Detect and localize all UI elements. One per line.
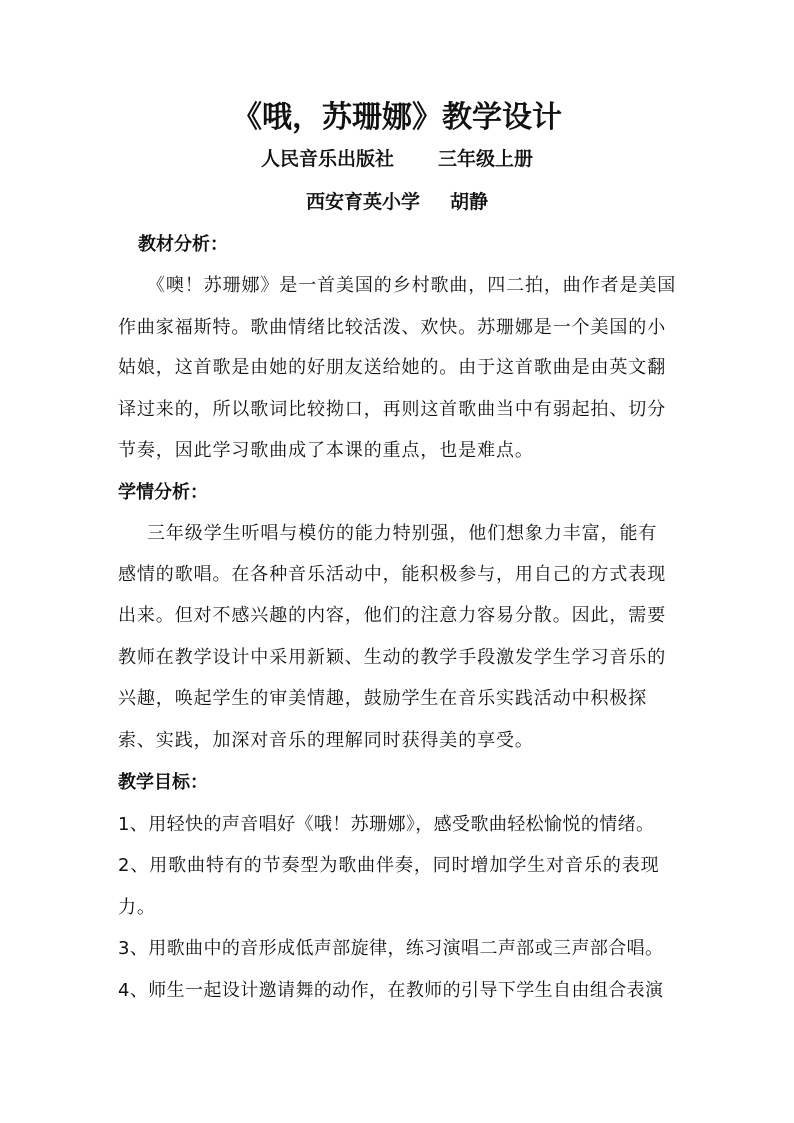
goal-item: 2、用歌曲特有的节奏型为歌曲伴奏，同时增加学生对音乐的表现	[118, 855, 660, 876]
paragraph-line: 索、实践，加深对音乐的理解同时获得美的享受。	[118, 730, 534, 751]
publisher: 人民音乐出版社	[260, 148, 394, 170]
paragraph-line: 姑娘，这首歌是由她的好朋友送给她的。由于这首歌曲是由英文翻	[118, 357, 667, 378]
paragraph-line: 三年级学生听唱与模仿的能力特别强，他们想象力丰富，能有	[147, 523, 658, 544]
document-title: 《哦，苏珊娜》教学设计	[232, 100, 562, 135]
paragraph-line: 感情的歌唱。在各种音乐活动中，能积极参与，用自己的方式表现	[118, 564, 667, 585]
paragraph-line: 《噢！苏珊娜》是一首美国的乡村歌曲，四二拍，曲作者是美国	[147, 275, 677, 296]
paragraph-line: 兴趣，唤起学生的审美情趣，鼓励学生在音乐实践活动中积极探	[118, 688, 648, 709]
school: 西安育英小学	[305, 191, 420, 213]
paragraph-line: 译过来的，所以歌词比较拗口，再则这首歌曲当中有弱起拍、切分	[118, 399, 667, 420]
grade: 三年级上册	[438, 148, 534, 170]
paragraph-line: 出来。但对不感兴趣的内容，他们的注意力容易分散。因此，需要	[118, 605, 667, 626]
material-analysis-heading: 教材分析：	[138, 234, 228, 255]
paragraph-line: 教师在教学设计中采用新颖、生动的教学手段激发学生学习音乐的	[118, 647, 667, 668]
goal-item: 4、师生一起设计邀请舞的动作，在教师的引导下学生自由组合表演	[118, 980, 664, 1001]
publisher-grade-line	[0, 144, 794, 174]
goal-item: 力。	[118, 897, 156, 918]
goal-item: 1、用轻快的声音唱好《哦！苏珊娜》，感受歌曲轻松愉悦的情绪。	[118, 814, 655, 835]
teaching-goals-heading: 教学目标：	[118, 772, 208, 793]
paragraph-line: 作曲家福斯特。歌曲情绪比较活泼、欢快。苏珊娜是一个美国的小	[118, 317, 667, 338]
student-analysis-heading: 学情分析：	[118, 482, 208, 503]
paragraph-line: 节奏，因此学习歌曲成了本课的重点，也是难点。	[118, 440, 534, 461]
school-author-line	[0, 187, 794, 217]
goal-item: 3、用歌曲中的音形成低声部旋律，练习演唱二声部或三声部合唱。	[118, 938, 664, 959]
author: 胡静	[450, 191, 489, 213]
